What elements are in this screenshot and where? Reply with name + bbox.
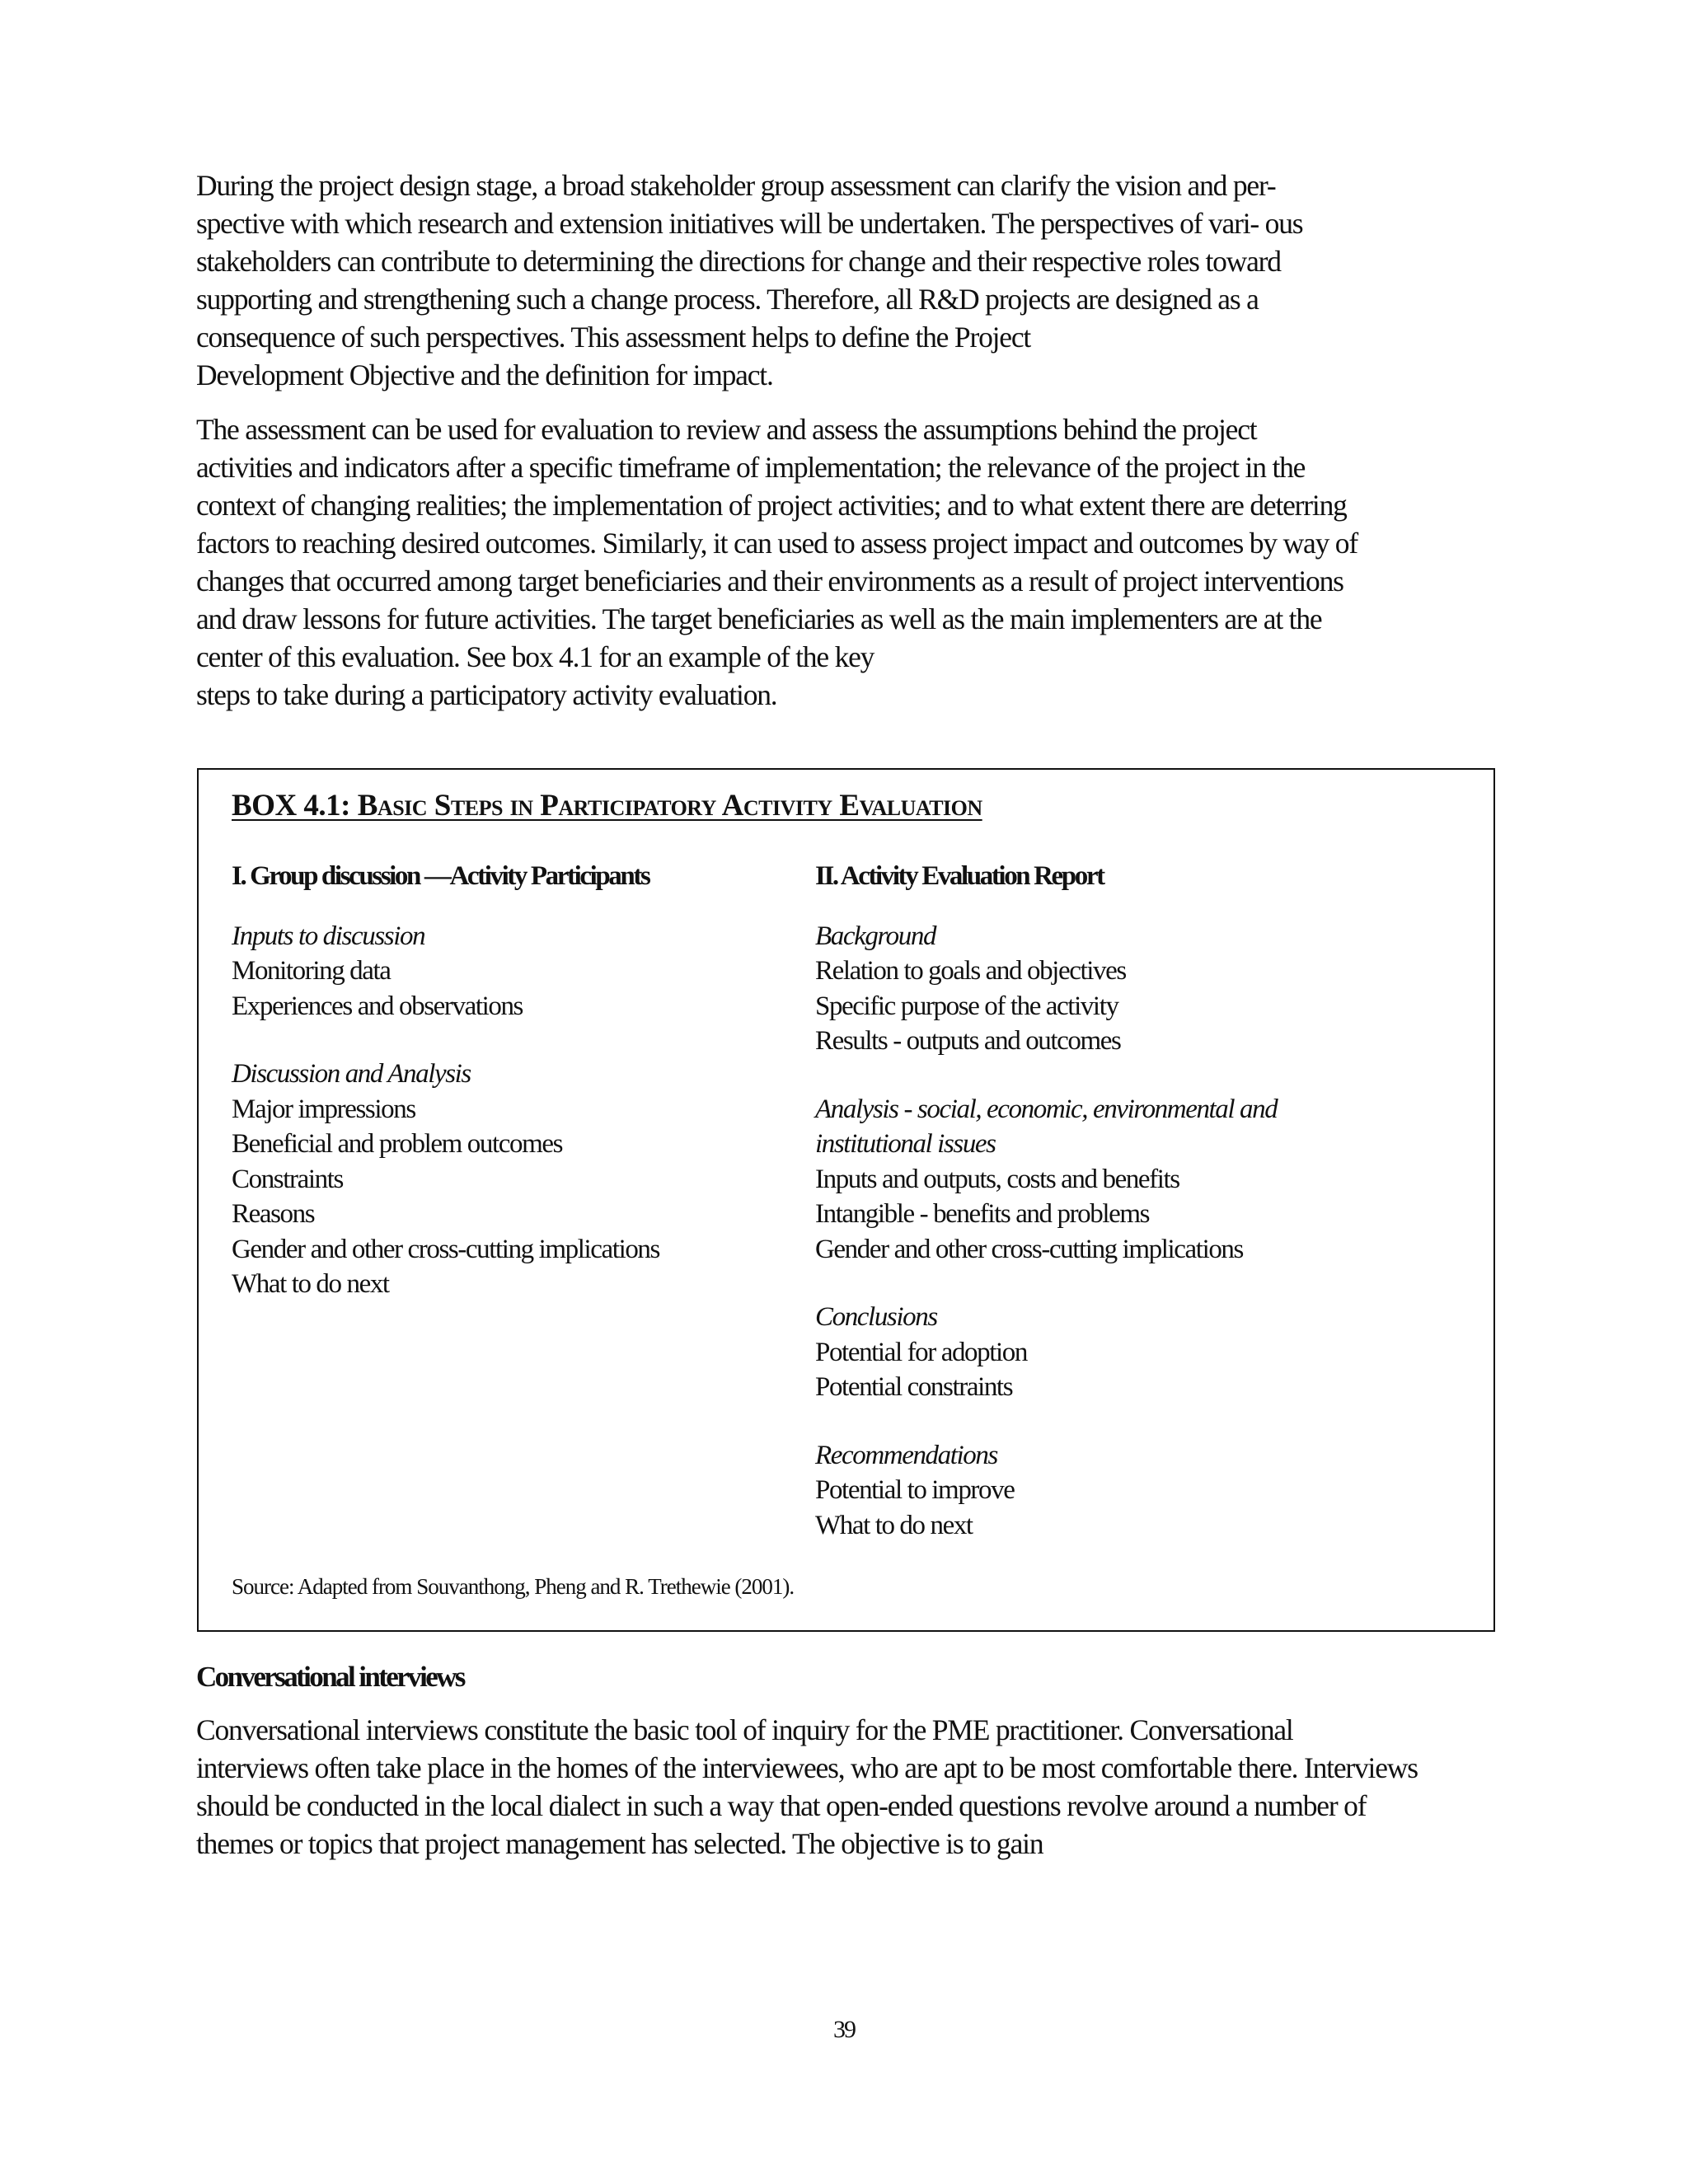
- spacer: [232, 1024, 776, 1057]
- text-line: spective with which research and extension initiatives will be undertaken. The perspectives of vari- ous: [196, 207, 1303, 240]
- list-item: Gender and other cross-cutting implications: [232, 1234, 659, 1264]
- text-line: themes or topics that project management has selected. The objective is to gain: [196, 1827, 1043, 1860]
- right-column-heading: II. Activity Evaluation Report: [815, 861, 1104, 891]
- text-line: steps to take during a participatory activity evaluation.: [196, 678, 777, 711]
- list-item: Gender and other cross-cutting implications: [815, 1234, 1243, 1264]
- left-section1-title: Inputs to discussion: [232, 921, 425, 951]
- text-line: and draw lessons for future activities. The target beneficiaries as well as the main implementers are at the: [196, 602, 1322, 635]
- paragraph-conversational-interviews: [196, 1711, 1498, 1863]
- right-section3-title: Conclusions: [815, 1302, 937, 1332]
- text-line: interviews often take place in the homes of the interviewees, who are apt to be most comfortable there. Interviews: [196, 1751, 1418, 1784]
- box-title: BOX 4.1: Basic Steps in Participatory Activity Evaluation: [232, 789, 982, 823]
- box-left-column: [232, 859, 776, 1302]
- box-4-1: [197, 768, 1495, 1632]
- left-column-heading: I. Group discussion —Activity Participants: [232, 861, 649, 891]
- spacer: [815, 1267, 1475, 1300]
- text-line: context of changing realities; the implementation of project activities; and to what extent there are deterring: [196, 489, 1347, 522]
- list-item: Potential constraints: [815, 1372, 1013, 1402]
- right-section2-title: Analysis - social, economic, environmental and: [815, 1094, 1278, 1124]
- list-item: What to do next: [232, 1269, 389, 1299]
- spacer: [815, 1059, 1475, 1092]
- box-right-column: [815, 859, 1475, 1543]
- right-section4-title: Recommendations: [815, 1440, 997, 1470]
- text-line: factors to reaching desired outcomes. Similarly, it can used to assess project impact and outcomes by way of: [196, 527, 1357, 560]
- text-line: supporting and strengthening such a change process. Therefore, all R&D projects are designed as a: [196, 283, 1259, 316]
- list-item: Inputs and outputs, costs and benefits: [815, 1164, 1179, 1194]
- section-heading: Conversational interviews: [196, 1661, 464, 1693]
- list-item: Potential to improve: [815, 1475, 1015, 1505]
- list-item: Results - outputs and outcomes: [815, 1026, 1121, 1056]
- list-item: Reasons: [232, 1199, 315, 1229]
- list-item: Specific purpose of the activity: [815, 991, 1118, 1021]
- list-item: What to do next: [815, 1510, 973, 1540]
- text-line: Development Objective and the definition for impact.: [196, 359, 773, 391]
- text-line: should be conducted in the local dialect in such a way that open-ended questions revolve around a number of: [196, 1789, 1367, 1822]
- list-item: Beneficial and problem outcomes: [232, 1129, 563, 1159]
- text-line: center of this evaluation. See box 4.1 for an example of the key: [196, 640, 874, 673]
- paragraph-stakeholder-assessment: [196, 166, 1498, 394]
- right-section1-title: Background: [815, 921, 936, 951]
- list-item: Potential for adoption: [815, 1337, 1027, 1367]
- right-section2-title: institutional issues: [815, 1129, 996, 1159]
- text-line: stakeholders can contribute to determining the directions for change and their respective roles toward: [196, 245, 1281, 278]
- text-line: During the project design stage, a broad stakeholder group assessment can clarify the vision and per-: [196, 169, 1276, 202]
- list-item: Relation to goals and objectives: [815, 956, 1126, 986]
- text-line: activities and indicators after a specific timeframe of implementation; the relevance of the project in the: [196, 451, 1306, 484]
- list-item: Constraints: [232, 1164, 343, 1194]
- list-item: Monitoring data: [232, 956, 391, 986]
- text-line: changes that occurred among target beneficiaries and their environments as a result of project interventions: [196, 565, 1343, 598]
- left-section2-title: Discussion and Analysis: [232, 1059, 471, 1089]
- list-item: Experiences and observations: [232, 991, 523, 1021]
- box-source-note: Source: Adapted from Souvanthong, Pheng and R. Trethewie (2001).: [232, 1574, 795, 1599]
- page-number: 39: [833, 2016, 855, 2043]
- text-line: consequence of such perspectives. This assessment helps to define the Project: [196, 321, 1031, 354]
- list-item: Major impressions: [232, 1094, 415, 1124]
- list-item: Intangible - benefits and problems: [815, 1199, 1150, 1229]
- paragraph-assessment-evaluation: [196, 410, 1498, 714]
- spacer: [815, 1405, 1475, 1438]
- text-line: The assessment can be used for evaluation to review and assess the assumptions behind the project: [196, 413, 1257, 446]
- text-line: Conversational interviews constitute the basic tool of inquiry for the PME practitioner. Conversational: [196, 1713, 1293, 1746]
